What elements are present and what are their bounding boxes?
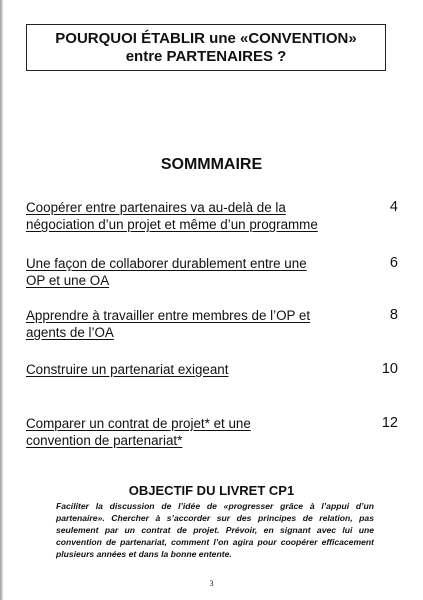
title-line-2: entre PARTENAIRES ? xyxy=(125,47,287,65)
page-number: 3 xyxy=(209,579,214,588)
page-edge xyxy=(0,0,3,600)
toc-item-title[interactable]: Apprendre à travailler entre membres de l’OP et agents de l’OA xyxy=(26,308,311,340)
toc-page-number: 8 xyxy=(389,307,398,323)
title-box xyxy=(26,24,386,71)
toc-page-number: 6 xyxy=(389,255,398,271)
toc-page-number: 4 xyxy=(389,199,398,215)
toc-item-title[interactable]: Une façon de collaborer durablement entre une OP et une OA xyxy=(26,256,307,288)
toc-item-title[interactable]: Comparer un contrat de projet* et une convention de partenariat* xyxy=(26,416,251,448)
toc-item-title[interactable]: Construire un partenariat exigeant xyxy=(26,362,229,377)
objectif-text: Faciliter la discussion de l’idée de «progresser grâce à l’appui d’un partenaire». Chercher à s’accorder sur des principes de relation, pas seulement par un contrat de projet. Prévoir, en signant avec lui une convention de partenariat, comment l’on agira pour coopérer efficacement plusieurs années et dans la bonne entente. xyxy=(56,501,374,559)
title-line-1: POURQUOI ÉTABLIR une «CONVENTION» xyxy=(55,29,357,47)
objectif-heading: OBJECTIF DU LIVRET CP1 xyxy=(128,483,295,498)
toc-item-title[interactable]: Coopérer entre partenaires va au-delà de la négociation d’un projet et même d’un programme xyxy=(26,200,318,232)
toc-page-number: 10 xyxy=(381,361,398,377)
summary-heading: SOMMMAIRE xyxy=(160,156,263,173)
toc-page-number: 12 xyxy=(381,415,398,431)
